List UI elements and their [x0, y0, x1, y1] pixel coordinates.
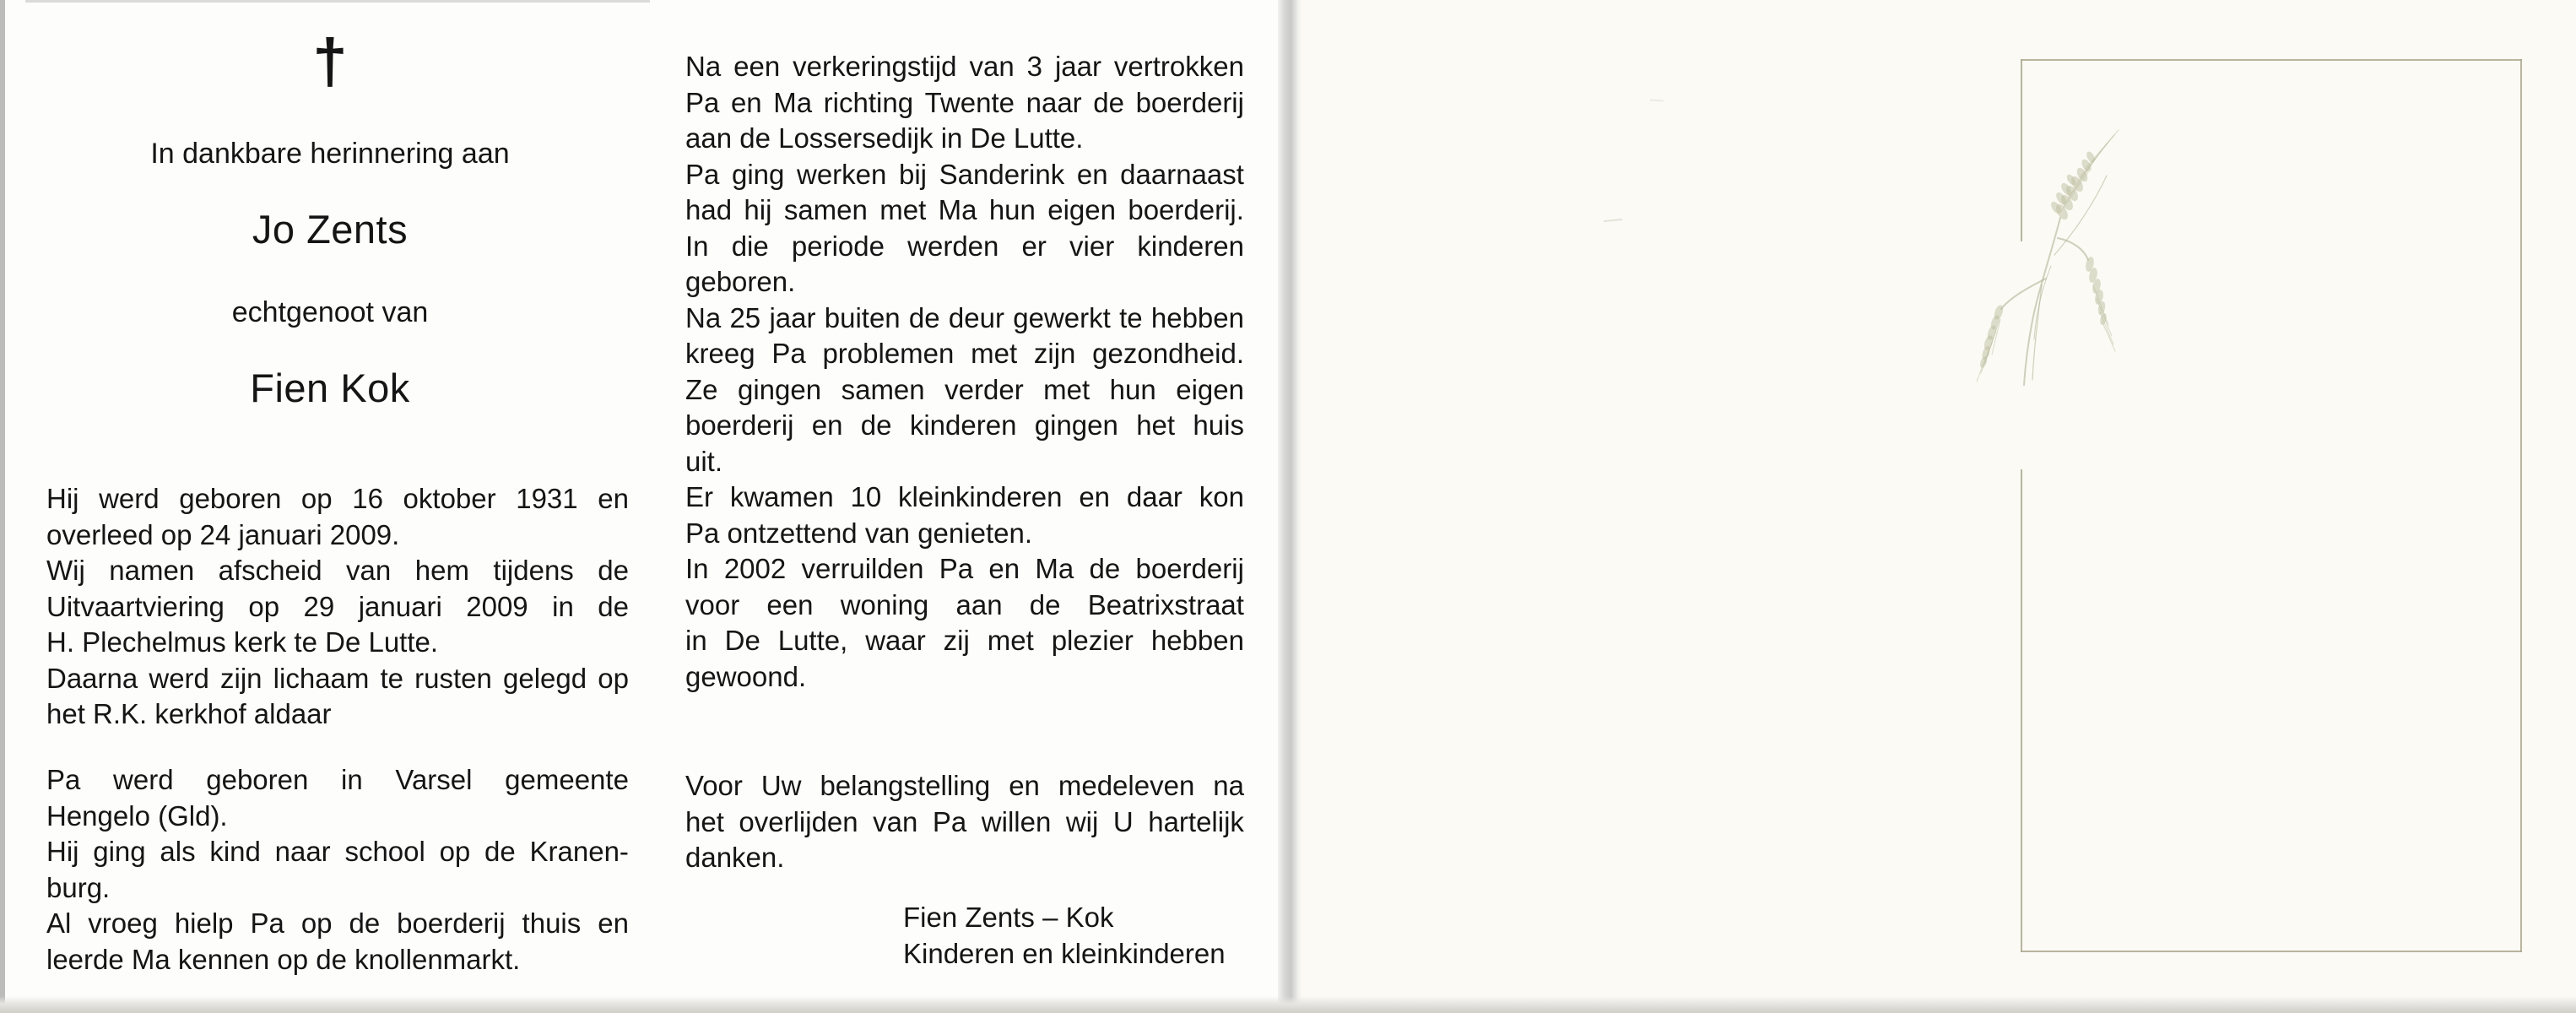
text-line: Er kwamen 10 kleinkinderen en daar kon	[685, 481, 1244, 512]
intro-line: In dankbare herinnering aan	[150, 138, 510, 170]
text-line: had hij samen met Ma hun eigen boerderij.	[685, 194, 1244, 225]
wheat-illustration	[1960, 127, 2129, 388]
decorative-frame-bottom	[2021, 951, 2522, 952]
scan-left-edge	[0, 0, 5, 1013]
text-line: Pa en Ma richting Twente naar de boerderij	[685, 86, 1244, 118]
text-line: H. Plechelmus kerk te De Lutte.	[46, 626, 439, 658]
text-line: Daarna werd zijn lichaam te rusten gelegd op	[46, 662, 629, 694]
text-line: Hij werd geboren op 16 oktober 1931 en	[46, 483, 629, 514]
text-line: Pa ontzettend van genieten.	[685, 517, 1032, 549]
text-line: het R.K. kerkhof aldaar	[46, 698, 332, 729]
cross-symbol: †	[312, 26, 348, 96]
text-line: Al vroeg hielp Pa op de boerderij thuis en	[46, 907, 629, 939]
decorative-frame-right	[2520, 59, 2522, 952]
deceased-name: Jo Zents	[252, 207, 409, 252]
text-line: voor een woning aan de Beatrixstraat	[685, 588, 1244, 620]
thanks-paragraph	[685, 768, 1244, 876]
text-line: Na een verkeringstijd van 3 jaar vertrokken	[685, 51, 1244, 82]
text-line: aan de Lossersedijk in De Lutte.	[685, 122, 1084, 154]
text-line: danken.	[685, 842, 785, 873]
memorial-card-right-page	[1302, 0, 2576, 1013]
text-line: Uitvaartviering op 29 januari 2009 in de	[46, 590, 629, 622]
life-dates-paragraph	[46, 481, 629, 733]
decorative-frame-top	[2021, 59, 2522, 61]
text-line: kreeg Pa problemen met zijn gezondheid.	[685, 338, 1244, 369]
text-line: In 2002 verruilden Pa en Ma de boerderij	[685, 553, 1244, 584]
text-line: Wij namen afscheid van hem tijdens de	[46, 555, 629, 586]
text-line: leerde Ma kennen op de knollenmarkt.	[46, 943, 521, 975]
life-story-paragraph	[685, 49, 1244, 695]
early-life-paragraph	[46, 762, 629, 978]
spouse-name: Fien Kok	[250, 366, 410, 410]
text-line: uit.	[685, 445, 723, 477]
text-line: Na 25 jaar buiten de deur gewerkt te hebben	[685, 301, 1244, 333]
scan-top-edge	[25, 0, 650, 3]
text-line: Hengelo (Gld).	[46, 799, 228, 832]
text-line: In die periode werden er vier kinderen	[685, 230, 1244, 262]
relation-line: echtgenoot van	[231, 296, 429, 328]
scan-bottom-edge	[0, 996, 2576, 1013]
text-line: gewoond.	[685, 660, 807, 692]
text-line: Voor Uw belangstelling en medeleven na	[685, 770, 1244, 801]
text-line: geboren.	[685, 266, 796, 297]
signature-block	[903, 900, 1226, 972]
signature-family: Kinderen en kleinkinderen	[903, 937, 1226, 969]
text-line: het overlijden van Pa willen wij U hartelijk	[685, 805, 1244, 837]
decorative-frame-left-lower	[2021, 469, 2022, 952]
text-line: Pa werd geboren in Varsel gemeente	[46, 764, 629, 795]
text-line: Pa ging werken bij Sanderink en daarnaast	[685, 158, 1244, 190]
text-line: boerderij en de kinderen gingen het huis	[685, 409, 1244, 441]
text-line: burg.	[46, 871, 111, 903]
text-line: Ze gingen samen verder met hun eigen	[685, 373, 1244, 405]
text-line: in De Lutte, waar zij met plezier hebben	[685, 625, 1244, 656]
text-line: Hij ging als kind naar school op de Kranen-	[46, 836, 629, 867]
signature-widow: Fien Zents – Kok	[903, 902, 1114, 933]
text-line: overleed op 24 januari 2009.	[46, 518, 400, 550]
page-fold-seam	[1278, 0, 1302, 1013]
